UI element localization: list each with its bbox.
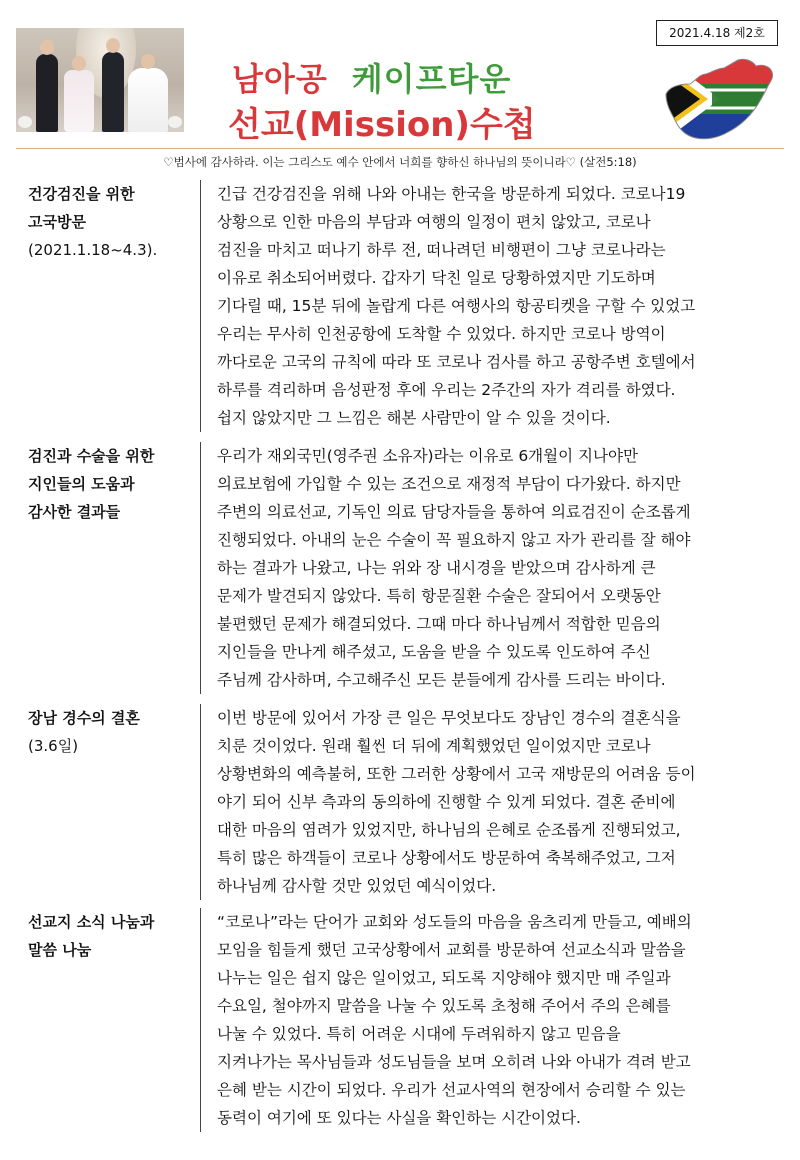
body-line: 상황으로 인한 마음의 부담과 여행의 일정이 편치 않았고, 코로나 bbox=[217, 213, 651, 231]
body-line: 모임을 힘들게 했던 고국상황에서 교회를 방문하여 선교소식과 말씀을 bbox=[217, 941, 686, 959]
body-line: 상황변화의 예측불허, 또한 그러한 상황에서 고국 재방문의 어려움 등이 bbox=[217, 765, 696, 783]
body-line: 동력이 여기에 또 있다는 사실을 확인하는 시간이었다. bbox=[217, 1109, 581, 1127]
body-line: 진행되었다. 아내의 눈은 수술이 꼭 필요하지 않고 자가 관리를 잘 해야 bbox=[217, 531, 691, 549]
section-body bbox=[200, 442, 787, 694]
body-line: 주님께 감사하며, 수고해주신 모든 분들에게 감사를 드리는 바이다. bbox=[217, 671, 666, 689]
body-line: 주변의 의료선교, 기독인 의료 담당자들을 통하여 의료검진이 순조롭게 bbox=[217, 503, 691, 521]
section-heading bbox=[28, 442, 204, 526]
section-heading-line: 말씀 나눔 bbox=[28, 941, 92, 959]
body-line: 우리가 재외국민(영주권 소유자)라는 이유로 6개월이 지나야만 bbox=[217, 447, 638, 465]
section-heading-line: 검진과 수술을 위한 bbox=[28, 447, 155, 465]
section-body bbox=[200, 180, 787, 432]
section-heading-line: 감사한 결과들 bbox=[28, 503, 121, 521]
body-line: 지켜나가는 목사님들과 성도님들을 보며 오히려 나와 아내가 격려 받고 bbox=[217, 1053, 691, 1071]
section-date: (3.6일) bbox=[28, 737, 79, 755]
body-line: 쉽지 않았지만 그 느낌은 해본 사람만이 알 수 있을 것이다. bbox=[217, 409, 611, 427]
body-line: 대한 마음의 염려가 있었지만, 하나님의 은혜로 순조롭게 진행되었고, bbox=[217, 821, 681, 839]
body-line: “코로나”라는 단어가 교회와 성도들의 마음을 움츠리게 만들고, 예배의 bbox=[217, 913, 692, 931]
body-line: 이유로 취소되어버렸다. 갑자기 닥친 일로 당황하였지만 기도하며 bbox=[217, 269, 656, 287]
wedding-photo bbox=[16, 28, 184, 132]
section-heading bbox=[28, 908, 204, 964]
photo-flowers-right bbox=[168, 116, 182, 128]
body-line: 긴급 건강검진을 위해 나와 아내는 한국을 방문하게 되었다. 코로나19 bbox=[217, 185, 686, 203]
body-line: 이번 방문에 있어서 가장 큰 일은 무엇보다도 장남인 경수의 결혼식을 bbox=[217, 709, 681, 727]
section-body bbox=[200, 908, 787, 1132]
issue-date-box: 2021.4.18 제2호 bbox=[656, 20, 778, 46]
body-line: 지인들을 만나게 해주셨고, 도움을 받을 수 있도록 인도하여 주신 bbox=[217, 643, 651, 661]
body-line: 치룬 것이었다. 원래 훨씬 더 뒤에 계획했었던 일이었지만 코로나 bbox=[217, 737, 651, 755]
photo-flowers-left bbox=[18, 116, 32, 128]
body-line: 기다릴 때, 15분 뒤에 놀랍게 다른 여행사의 항공티켓을 구할 수 있었고 bbox=[217, 297, 696, 315]
section-date: (2021.1.18~4.3). bbox=[28, 241, 158, 259]
body-line: 나눌 수 있었다. 특히 어려운 시대에 두려워하지 않고 믿음을 bbox=[217, 1025, 621, 1043]
south-africa-flag-map-icon bbox=[660, 54, 780, 144]
section-heading-line: 고국방문 bbox=[28, 213, 86, 231]
body-line: 은혜 받는 시간이 되었다. 우리가 선교사역의 현장에서 승리할 수 있는 bbox=[217, 1081, 686, 1099]
body-line: 불편했던 문제가 해결되었다. 그때 마다 하나님께서 적합한 믿음의 bbox=[217, 615, 661, 633]
body-line: 나누는 일은 쉽지 않은 일이었고, 되도록 지양해야 했지만 매 주일과 bbox=[217, 969, 671, 987]
section-heading bbox=[28, 180, 204, 264]
title-cape-town: 케이프타운 bbox=[351, 60, 512, 98]
photo-person-groom bbox=[102, 52, 124, 132]
body-line: 특히 많은 하객들이 코로나 상황에서도 방문하여 축복해주었고, 그저 bbox=[217, 849, 676, 867]
body-line: 하루를 격리하며 음성판정 후에 우리는 2주간의 자가 격리를 하였다. bbox=[217, 381, 676, 399]
body-line: 우리는 무사히 인천공항에 도착할 수 있었다. 하지만 코로나 방역이 bbox=[217, 325, 666, 343]
title-south-africa: 남아공 bbox=[232, 60, 328, 98]
photo-person-bride bbox=[128, 68, 168, 132]
body-line: 검진을 마치고 떠나기 하루 전, 떠나려던 비행편이 그냥 코로나라는 bbox=[217, 241, 666, 259]
body-line: 의료보험에 가입할 수 있는 조건으로 재정적 부담이 다가왔다. 하지만 bbox=[217, 475, 681, 493]
photo-person-groom-father bbox=[36, 54, 58, 132]
header-divider bbox=[16, 148, 784, 149]
section-body bbox=[200, 704, 787, 900]
body-line: 까다로운 고국의 규칙에 따라 또 코로나 검사를 하고 공항주변 호텔에서 bbox=[217, 353, 696, 371]
section-heading-line: 지인들의 도움과 bbox=[28, 475, 135, 493]
section-heading-line: 선교지 소식 나눔과 bbox=[28, 913, 155, 931]
newsletter-title-line1 bbox=[232, 54, 511, 100]
body-line: 문제가 발견되지 않았다. 특히 항문질환 수술은 잘되어서 오랫동안 bbox=[217, 587, 661, 605]
newsletter-title-line2: 선교(Mission)수첩 bbox=[228, 105, 536, 145]
body-line: 하나님께 감사할 것만 있었던 예식이었다. bbox=[217, 877, 497, 895]
scripture-verse: ♡범사에 감사하라. 이는 그리스도 예수 안에서 너희를 향하신 하나님의 뜻이니라♡ (살전5:18) bbox=[163, 155, 637, 169]
body-line: 수요일, 철야까지 말씀을 나눌 수 있도록 초청해 주어서 주의 은혜를 bbox=[217, 997, 671, 1015]
body-line: 야기 되어 신부 측과의 동의하에 진행할 수 있게 되었다. 결혼 준비에 bbox=[217, 793, 676, 811]
section-heading-line: 장남 경수의 결혼 bbox=[28, 709, 140, 727]
photo-person-mother-hanbok bbox=[64, 70, 94, 132]
section-heading bbox=[28, 704, 204, 760]
section-heading-line: 건강검진을 위한 bbox=[28, 185, 135, 203]
body-line: 하는 결과가 나왔고, 나는 위와 장 내시경을 받았으며 감사하게 큰 bbox=[217, 559, 656, 577]
